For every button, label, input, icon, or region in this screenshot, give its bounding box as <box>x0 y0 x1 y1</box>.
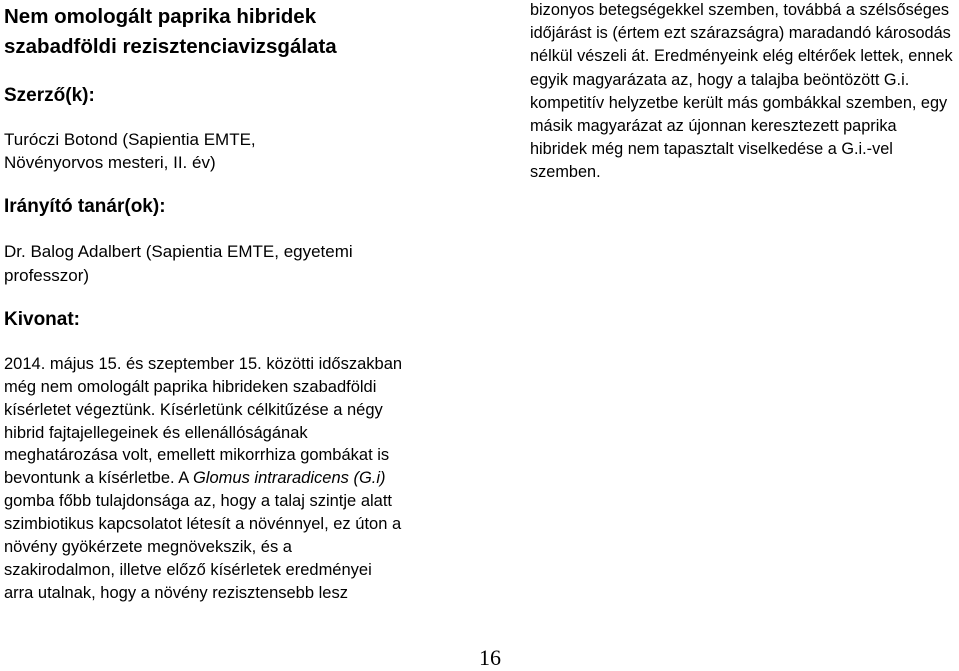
advisors-text: Dr. Balog Adalbert (Sapientia EMTE, egyetemi professzor) <box>4 242 353 285</box>
abstract-text <box>4 353 404 605</box>
authors-label: Szerző(k): <box>4 85 95 106</box>
authors-text: Turóczi Botond (Sapientia EMTE, Növényorvos mesteri, II. év) <box>4 130 256 173</box>
paper-title: Nem omologált paprika hibridek szabadföldi rezisztenciavizsgálata <box>4 5 337 58</box>
abstract-part-2: gomba főbb tulajdonsága az, hogy a talaj szintje alatt szimbiotikus kapcsolatot létesít a növénnyel, ez úton a növény gyökérzete megnövekszik, és a szakirodalmon, illetve előző kísérletek eredményei arra utalnak, hogy a növény rezisztensebb lesz <box>4 492 402 602</box>
advisors-label: Irányító tanár(ok): <box>4 196 166 218</box>
left-column <box>4 0 484 605</box>
abstract-label: Kivonat: <box>4 308 80 330</box>
page-number: 16 <box>479 645 501 670</box>
abstract-part-1: 2014. május 15. és szeptember 15. közötti időszakban még nem omologált paprika hibrideken szabadföldi kísérletet végeztünk. Kísérletünk célkitűzése a négy hibrid fajtajellegeinek és ellenállóságának meghatározása volt, emellett mikorrhiza gombákat is bevontunk a kísérletbe. A <box>4 354 403 488</box>
abstract-continuation: bizonyos betegségekkel szemben, továbbá a szélsőséges időjárást is (értem ezt szárazságra) maradandó károsodás nélkül vészeli át. Eredményeink elég eltérőek lettek, ennek egyik magyarázata az, hogy a talajba beöntözött G.i. kompetitív helyzetbe került más gombákkal szemben, egy másik magyarázat az újonnan keresztezett paprika hibridek még nem tapasztalt viselkedése a G.i.-vel szemben. <box>530 1 953 182</box>
species-name: Glomus intraradicens (G.i) <box>192 469 386 488</box>
right-column <box>530 0 955 185</box>
